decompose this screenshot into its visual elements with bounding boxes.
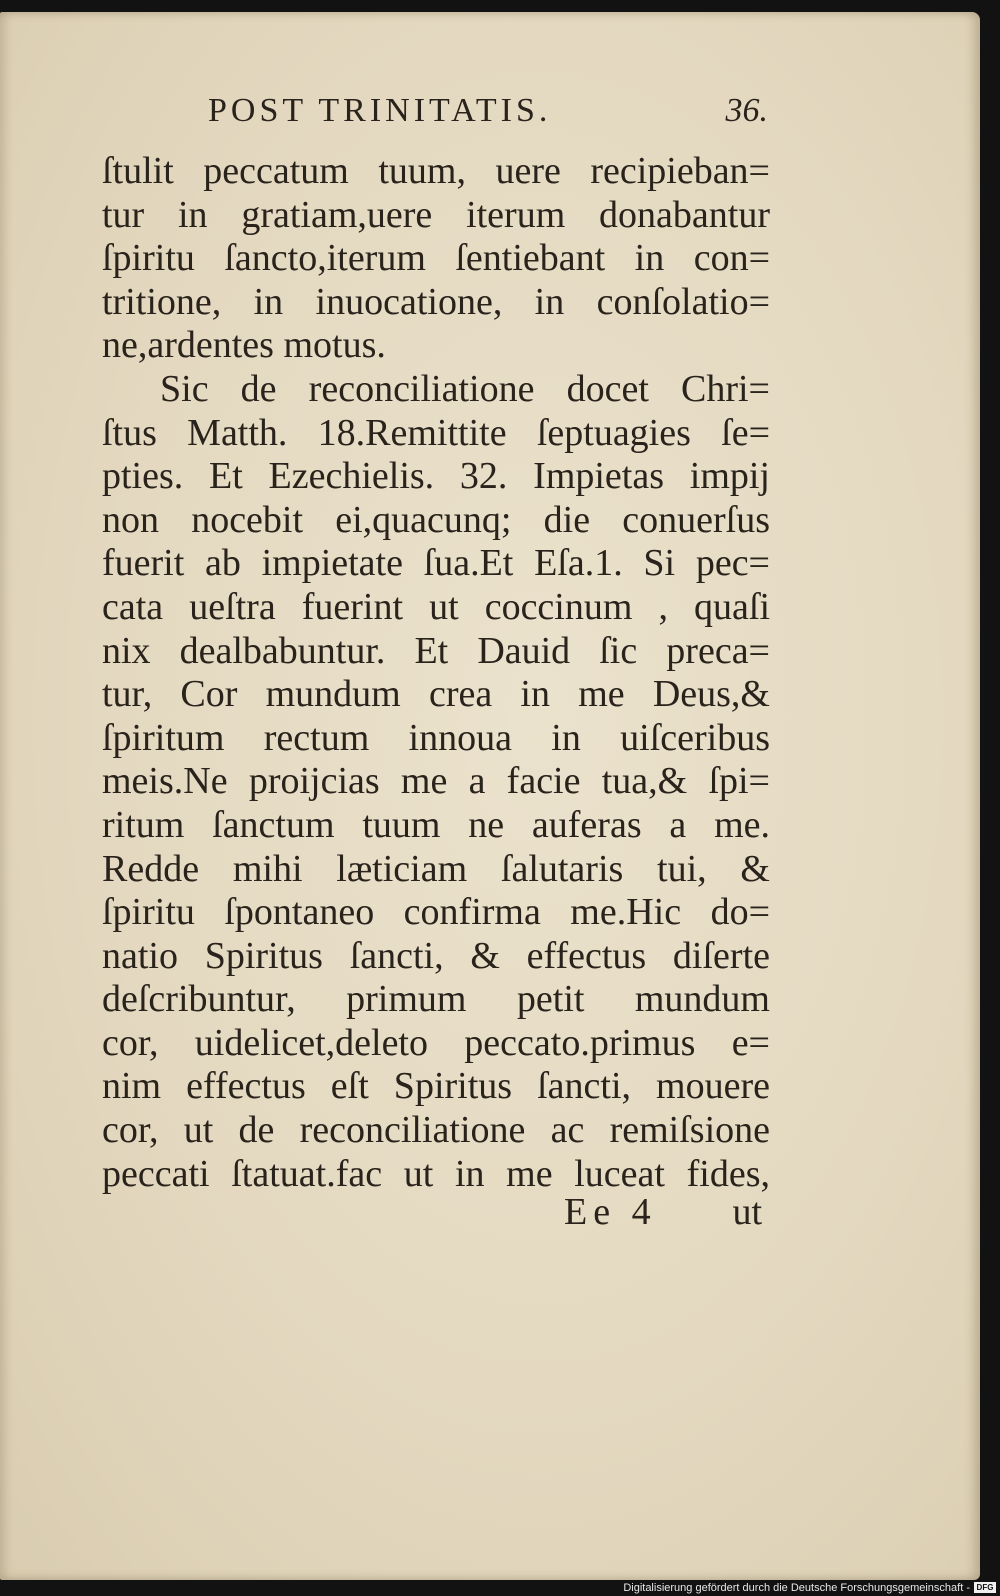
dfg-logo: DFG — [974, 1582, 996, 1593]
running-head: POST TRINITATIS. — [208, 92, 552, 129]
text-line: ſtus Matth. 18.Remittite ſeptuagies ſe= — [102, 411, 770, 454]
text-line: natio Spiritus ſancti, & effectus diſerte — [102, 934, 770, 977]
text-line: cor, ut de reconciliatione ac remiſsione — [102, 1109, 770, 1152]
page-footer-marks — [102, 1190, 762, 1234]
text-line: Redde mihi læticiam ſalutaris tui, & — [102, 847, 770, 890]
text-line: ſpiritu ſancto,iterum ſentiebant in con= — [102, 237, 770, 280]
text-line: non nocebit ei,quacunq; die conuerſus — [102, 498, 770, 541]
text-line: ritum ſanctum tuum ne auferas a me. — [102, 803, 770, 846]
page-number: 36. — [725, 92, 768, 129]
text-line: fuerit ab impietate ſua.Et Eſa.1. Si pec= — [102, 542, 770, 585]
text-line: ſpiritum rectum innoua in uiſceribus — [102, 716, 770, 759]
text-line: pties. Et Ezechielis. 32. Impietas impij — [102, 455, 770, 498]
text-line: Sic de reconciliatione docet Chri= — [160, 367, 770, 410]
text-line: ſpiritu ſpontaneo confirma me.Hic do= — [102, 891, 770, 934]
text-line: ſtulit peccatum tuum, uere recipieban= — [102, 150, 770, 192]
text-line: ne,ardentes motus. — [102, 324, 386, 367]
text-line: cata ueſtra fuerint ut coccinum , quaſi — [102, 585, 770, 628]
book-page — [0, 12, 980, 1580]
body-text — [102, 150, 770, 1196]
catchword: ut — [732, 1191, 762, 1233]
text-line: tritione, in inuocatione, in conſolatio= — [102, 280, 770, 323]
text-line: nix dealbabuntur. Et Dauid ſic preca= — [102, 629, 770, 672]
text-line: cor, uidelicet,deleto peccato.primus e= — [102, 1021, 770, 1064]
text-line: peccati ſtatuat.fac ut in me luceat fides, — [102, 1152, 770, 1195]
text-line: deſcribuntur, primum petit mundum — [102, 978, 770, 1021]
digitization-credit: Digitalisierung gefördert durch die Deutsche Forschungsgemeinschaft - — [623, 1582, 970, 1594]
text-line: nim effectus eſt Spiritus ſancti, mouere — [102, 1065, 770, 1108]
text-line: tur, Cor mundum crea in me Deus,& — [102, 673, 770, 716]
text-line: tur in gratiam,uere iterum donabantur — [102, 193, 770, 236]
text-line: meis.Ne proijcias me a facie tua,& ſpi= — [102, 760, 770, 803]
signature-mark: Ee 4 — [564, 1191, 657, 1233]
page-header — [208, 92, 768, 132]
